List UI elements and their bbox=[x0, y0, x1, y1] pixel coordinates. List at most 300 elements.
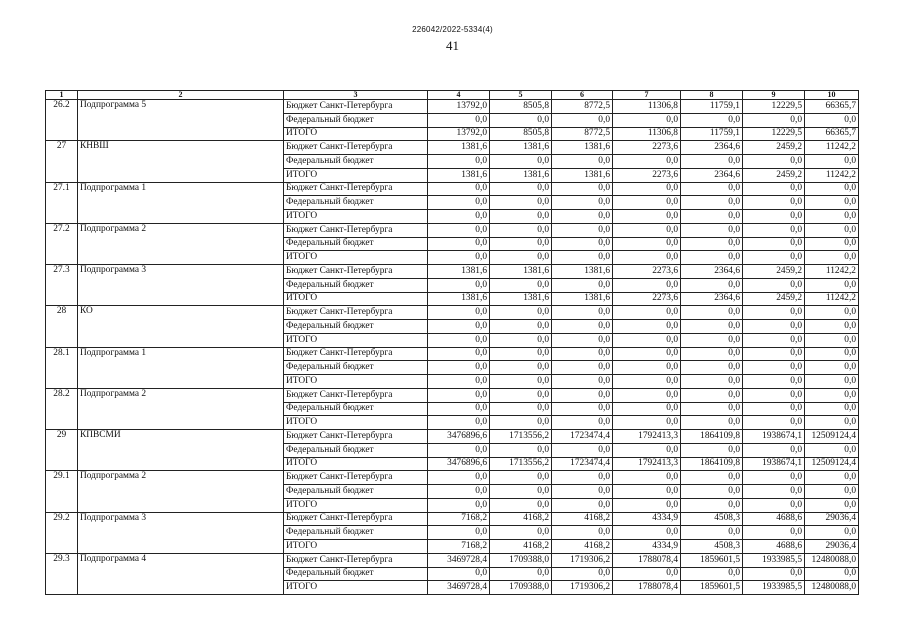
value-cell: 1381,6 bbox=[428, 141, 490, 155]
funding-source-label: ИТОГО bbox=[284, 540, 428, 554]
value-cell: 0,0 bbox=[681, 471, 743, 485]
funding-source-label: Бюджет Санкт-Петербурга bbox=[284, 182, 428, 196]
value-cell: 0,0 bbox=[681, 388, 743, 402]
value-cell: 0,0 bbox=[681, 223, 743, 237]
value-cell: 0,0 bbox=[490, 388, 552, 402]
value-cell: 4688,6 bbox=[743, 512, 805, 526]
value-cell: 1381,6 bbox=[490, 292, 552, 306]
table-row bbox=[46, 471, 859, 485]
value-cell: 0,0 bbox=[613, 278, 681, 292]
value-cell: 1792413,3 bbox=[613, 430, 681, 444]
value-cell: 0,0 bbox=[552, 237, 613, 251]
value-cell: 0,0 bbox=[743, 402, 805, 416]
budget-table bbox=[45, 90, 859, 595]
column-header: 4 bbox=[428, 91, 490, 100]
item-name: Подпрограмма 5 bbox=[78, 100, 284, 141]
value-cell: 0,0 bbox=[681, 347, 743, 361]
funding-source-label: ИТОГО bbox=[284, 292, 428, 306]
value-cell: 1381,6 bbox=[428, 265, 490, 279]
value-cell: 0,0 bbox=[428, 361, 490, 375]
value-cell: 0,0 bbox=[805, 526, 859, 540]
value-cell: 12509124,4 bbox=[805, 457, 859, 471]
value-cell: 0,0 bbox=[805, 416, 859, 430]
funding-source-label: Бюджет Санкт-Петербурга bbox=[284, 347, 428, 361]
value-cell: 0,0 bbox=[428, 196, 490, 210]
value-cell: 0,0 bbox=[681, 498, 743, 512]
value-cell: 2459,2 bbox=[743, 292, 805, 306]
table-row bbox=[46, 347, 859, 361]
value-cell: 1381,6 bbox=[552, 292, 613, 306]
value-cell: 2459,2 bbox=[743, 265, 805, 279]
value-cell: 0,0 bbox=[428, 155, 490, 169]
value-cell: 0,0 bbox=[490, 471, 552, 485]
item-number: 27.3 bbox=[46, 265, 78, 306]
value-cell: 1719306,2 bbox=[552, 553, 613, 567]
value-cell: 0,0 bbox=[805, 182, 859, 196]
value-cell: 0,0 bbox=[490, 443, 552, 457]
value-cell: 0,0 bbox=[743, 471, 805, 485]
value-cell: 0,0 bbox=[681, 320, 743, 334]
value-cell: 0,0 bbox=[805, 251, 859, 265]
value-cell: 1381,6 bbox=[552, 168, 613, 182]
value-cell: 1381,6 bbox=[490, 141, 552, 155]
value-cell: 1933985,5 bbox=[743, 581, 805, 595]
value-cell: 0,0 bbox=[681, 155, 743, 169]
value-cell: 0,0 bbox=[490, 498, 552, 512]
table-row bbox=[46, 182, 859, 196]
value-cell: 0,0 bbox=[743, 278, 805, 292]
value-cell: 4168,2 bbox=[552, 512, 613, 526]
value-cell: 0,0 bbox=[743, 375, 805, 389]
funding-source-label: ИТОГО bbox=[284, 168, 428, 182]
value-cell: 0,0 bbox=[428, 388, 490, 402]
value-cell: 1933985,5 bbox=[743, 553, 805, 567]
value-cell: 0,0 bbox=[805, 278, 859, 292]
value-cell: 0,0 bbox=[552, 402, 613, 416]
value-cell: 0,0 bbox=[490, 237, 552, 251]
value-cell: 1859601,5 bbox=[681, 581, 743, 595]
item-number: 29.1 bbox=[46, 471, 78, 512]
value-cell: 1709388,0 bbox=[490, 581, 552, 595]
value-cell: 3476896,6 bbox=[428, 430, 490, 444]
item-name: КПВСМИ bbox=[78, 430, 284, 471]
value-cell: 3469728,4 bbox=[428, 581, 490, 595]
value-cell: 0,0 bbox=[490, 567, 552, 581]
funding-source-label: ИТОГО bbox=[284, 127, 428, 141]
item-number: 27.1 bbox=[46, 182, 78, 223]
value-cell: 4688,6 bbox=[743, 540, 805, 554]
funding-source-label: Федеральный бюджет bbox=[284, 402, 428, 416]
item-number: 29 bbox=[46, 430, 78, 471]
funding-source-label: Федеральный бюджет bbox=[284, 485, 428, 499]
value-cell: 0,0 bbox=[743, 526, 805, 540]
value-cell: 0,0 bbox=[552, 498, 613, 512]
value-cell: 0,0 bbox=[552, 306, 613, 320]
value-cell: 0,0 bbox=[552, 388, 613, 402]
value-cell: 4334,9 bbox=[613, 540, 681, 554]
value-cell: 0,0 bbox=[613, 347, 681, 361]
value-cell: 0,0 bbox=[428, 113, 490, 127]
value-cell: 0,0 bbox=[490, 333, 552, 347]
value-cell: 0,0 bbox=[428, 526, 490, 540]
value-cell: 1381,6 bbox=[552, 265, 613, 279]
value-cell: 0,0 bbox=[681, 278, 743, 292]
value-cell: 0,0 bbox=[613, 361, 681, 375]
value-cell: 1381,6 bbox=[428, 292, 490, 306]
value-cell: 0,0 bbox=[681, 375, 743, 389]
value-cell: 0,0 bbox=[613, 388, 681, 402]
value-cell: 0,0 bbox=[805, 210, 859, 224]
value-cell: 0,0 bbox=[490, 416, 552, 430]
table-row bbox=[46, 100, 859, 114]
value-cell: 0,0 bbox=[552, 333, 613, 347]
value-cell: 2273,6 bbox=[613, 265, 681, 279]
value-cell: 12229,5 bbox=[743, 100, 805, 114]
funding-source-label: Бюджет Санкт-Петербурга bbox=[284, 265, 428, 279]
item-name: Подпрограмма 3 bbox=[78, 512, 284, 553]
value-cell: 3469728,4 bbox=[428, 553, 490, 567]
value-cell: 29036,4 bbox=[805, 512, 859, 526]
item-name: Подпрограмма 2 bbox=[78, 223, 284, 264]
value-cell: 0,0 bbox=[428, 182, 490, 196]
value-cell: 1381,6 bbox=[428, 168, 490, 182]
value-cell: 0,0 bbox=[490, 196, 552, 210]
value-cell: 0,0 bbox=[805, 443, 859, 457]
value-cell: 0,0 bbox=[681, 196, 743, 210]
value-cell: 0,0 bbox=[490, 320, 552, 334]
item-name: Подпрограмма 1 bbox=[78, 182, 284, 223]
value-cell: 0,0 bbox=[613, 251, 681, 265]
value-cell: 0,0 bbox=[681, 402, 743, 416]
value-cell: 0,0 bbox=[428, 402, 490, 416]
value-cell: 0,0 bbox=[428, 320, 490, 334]
value-cell: 8505,8 bbox=[490, 127, 552, 141]
value-cell: 0,0 bbox=[490, 485, 552, 499]
value-cell: 0,0 bbox=[805, 306, 859, 320]
value-cell: 0,0 bbox=[743, 113, 805, 127]
funding-source-label: ИТОГО bbox=[284, 375, 428, 389]
value-cell: 8772,5 bbox=[552, 127, 613, 141]
value-cell: 0,0 bbox=[743, 498, 805, 512]
column-header: 2 bbox=[78, 91, 284, 100]
value-cell: 0,0 bbox=[552, 526, 613, 540]
funding-source-label: ИТОГО bbox=[284, 457, 428, 471]
value-cell: 0,0 bbox=[681, 182, 743, 196]
value-cell: 0,0 bbox=[552, 210, 613, 224]
value-cell: 1788078,4 bbox=[613, 581, 681, 595]
value-cell: 0,0 bbox=[743, 416, 805, 430]
item-number: 29.3 bbox=[46, 553, 78, 594]
table-row bbox=[46, 265, 859, 279]
value-cell: 4334,9 bbox=[613, 512, 681, 526]
value-cell: 0,0 bbox=[552, 278, 613, 292]
value-cell: 11242,2 bbox=[805, 168, 859, 182]
value-cell: 11306,8 bbox=[613, 127, 681, 141]
value-cell: 1381,6 bbox=[490, 168, 552, 182]
value-cell: 4168,2 bbox=[490, 540, 552, 554]
item-number: 29.2 bbox=[46, 512, 78, 553]
value-cell: 0,0 bbox=[552, 361, 613, 375]
value-cell: 0,0 bbox=[613, 333, 681, 347]
item-number: 28.2 bbox=[46, 388, 78, 429]
value-cell: 0,0 bbox=[428, 471, 490, 485]
value-cell: 7168,2 bbox=[428, 540, 490, 554]
column-number-row bbox=[46, 91, 859, 100]
column-header: 7 bbox=[613, 91, 681, 100]
funding-source-label: Бюджет Санкт-Петербурга bbox=[284, 141, 428, 155]
document-number: 226042/2022-5334(4) bbox=[412, 25, 493, 34]
value-cell: 0,0 bbox=[428, 237, 490, 251]
value-cell: 0,0 bbox=[428, 416, 490, 430]
budget-table-body bbox=[46, 100, 859, 595]
funding-source-label: Бюджет Санкт-Петербурга bbox=[284, 471, 428, 485]
value-cell: 0,0 bbox=[552, 196, 613, 210]
value-cell: 0,0 bbox=[552, 113, 613, 127]
value-cell: 2273,6 bbox=[613, 141, 681, 155]
value-cell: 0,0 bbox=[613, 485, 681, 499]
value-cell: 0,0 bbox=[613, 526, 681, 540]
value-cell: 4168,2 bbox=[490, 512, 552, 526]
value-cell: 0,0 bbox=[490, 347, 552, 361]
value-cell: 0,0 bbox=[552, 347, 613, 361]
value-cell: 11242,2 bbox=[805, 265, 859, 279]
table-row bbox=[46, 223, 859, 237]
item-name: Подпрограмма 3 bbox=[78, 265, 284, 306]
value-cell: 0,0 bbox=[490, 526, 552, 540]
value-cell: 0,0 bbox=[681, 333, 743, 347]
value-cell: 0,0 bbox=[743, 210, 805, 224]
funding-source-label: Бюджет Санкт-Петербурга bbox=[284, 553, 428, 567]
value-cell: 0,0 bbox=[743, 485, 805, 499]
column-header: 3 bbox=[284, 91, 428, 100]
item-number: 28.1 bbox=[46, 347, 78, 388]
value-cell: 0,0 bbox=[552, 443, 613, 457]
value-cell: 12480088,0 bbox=[805, 581, 859, 595]
value-cell: 0,0 bbox=[805, 388, 859, 402]
value-cell: 0,0 bbox=[428, 223, 490, 237]
value-cell: 1723474,4 bbox=[552, 430, 613, 444]
value-cell: 11759,1 bbox=[681, 127, 743, 141]
value-cell: 0,0 bbox=[743, 320, 805, 334]
value-cell: 0,0 bbox=[681, 361, 743, 375]
value-cell: 0,0 bbox=[681, 526, 743, 540]
value-cell: 0,0 bbox=[428, 333, 490, 347]
value-cell: 0,0 bbox=[552, 223, 613, 237]
value-cell: 0,0 bbox=[490, 402, 552, 416]
table-row bbox=[46, 306, 859, 320]
funding-source-label: Федеральный бюджет bbox=[284, 320, 428, 334]
value-cell: 0,0 bbox=[613, 402, 681, 416]
value-cell: 0,0 bbox=[743, 388, 805, 402]
value-cell: 0,0 bbox=[490, 306, 552, 320]
value-cell: 0,0 bbox=[428, 567, 490, 581]
value-cell: 2364,6 bbox=[681, 168, 743, 182]
item-name: КНВШ bbox=[78, 141, 284, 182]
value-cell: 1792413,3 bbox=[613, 457, 681, 471]
value-cell: 0,0 bbox=[490, 251, 552, 265]
funding-source-label: ИТОГО bbox=[284, 251, 428, 265]
value-cell: 7168,2 bbox=[428, 512, 490, 526]
value-cell: 0,0 bbox=[613, 306, 681, 320]
value-cell: 0,0 bbox=[613, 182, 681, 196]
item-name: Подпрограмма 4 bbox=[78, 553, 284, 594]
funding-source-label: Бюджет Санкт-Петербурга bbox=[284, 388, 428, 402]
value-cell: 0,0 bbox=[805, 471, 859, 485]
value-cell: 0,0 bbox=[613, 443, 681, 457]
value-cell: 0,0 bbox=[743, 306, 805, 320]
value-cell: 0,0 bbox=[805, 155, 859, 169]
item-number: 28 bbox=[46, 306, 78, 347]
column-header: 10 bbox=[805, 91, 859, 100]
value-cell: 0,0 bbox=[681, 237, 743, 251]
value-cell: 2364,6 bbox=[681, 265, 743, 279]
item-name: Подпрограмма 2 bbox=[78, 471, 284, 512]
value-cell: 0,0 bbox=[681, 567, 743, 581]
funding-source-label: Федеральный бюджет bbox=[284, 443, 428, 457]
value-cell: 0,0 bbox=[428, 306, 490, 320]
value-cell: 0,0 bbox=[613, 375, 681, 389]
value-cell: 0,0 bbox=[613, 210, 681, 224]
value-cell: 13792,0 bbox=[428, 100, 490, 114]
value-cell: 0,0 bbox=[805, 113, 859, 127]
value-cell: 1723474,4 bbox=[552, 457, 613, 471]
table-row bbox=[46, 512, 859, 526]
item-number: 26.2 bbox=[46, 100, 78, 141]
value-cell: 2273,6 bbox=[613, 168, 681, 182]
value-cell: 1381,6 bbox=[552, 141, 613, 155]
value-cell: 0,0 bbox=[805, 196, 859, 210]
value-cell: 0,0 bbox=[805, 237, 859, 251]
value-cell: 0,0 bbox=[805, 375, 859, 389]
value-cell: 1938674,1 bbox=[743, 430, 805, 444]
funding-source-label: Федеральный бюджет bbox=[284, 567, 428, 581]
value-cell: 0,0 bbox=[743, 196, 805, 210]
value-cell: 0,0 bbox=[428, 375, 490, 389]
value-cell: 0,0 bbox=[743, 443, 805, 457]
table-row bbox=[46, 430, 859, 444]
value-cell: 0,0 bbox=[428, 278, 490, 292]
value-cell: 1788078,4 bbox=[613, 553, 681, 567]
funding-source-label: ИТОГО bbox=[284, 416, 428, 430]
value-cell: 1719306,2 bbox=[552, 581, 613, 595]
value-cell: 0,0 bbox=[613, 416, 681, 430]
value-cell: 0,0 bbox=[490, 113, 552, 127]
value-cell: 2459,2 bbox=[743, 141, 805, 155]
value-cell: 0,0 bbox=[552, 471, 613, 485]
table-row bbox=[46, 388, 859, 402]
value-cell: 0,0 bbox=[743, 347, 805, 361]
value-cell: 0,0 bbox=[805, 333, 859, 347]
funding-source-label: Федеральный бюджет bbox=[284, 196, 428, 210]
value-cell: 0,0 bbox=[613, 320, 681, 334]
value-cell: 0,0 bbox=[681, 416, 743, 430]
value-cell: 1713556,2 bbox=[490, 457, 552, 471]
funding-source-label: Федеральный бюджет bbox=[284, 526, 428, 540]
value-cell: 11306,8 bbox=[613, 100, 681, 114]
value-cell: 29036,4 bbox=[805, 540, 859, 554]
value-cell: 12229,5 bbox=[743, 127, 805, 141]
funding-source-label: ИТОГО bbox=[284, 498, 428, 512]
funding-source-label: ИТОГО bbox=[284, 581, 428, 595]
value-cell: 0,0 bbox=[613, 223, 681, 237]
value-cell: 0,0 bbox=[490, 155, 552, 169]
value-cell: 0,0 bbox=[552, 416, 613, 430]
funding-source-label: Федеральный бюджет bbox=[284, 113, 428, 127]
value-cell: 0,0 bbox=[681, 306, 743, 320]
item-name: Подпрограмма 2 bbox=[78, 388, 284, 429]
item-name: Подпрограмма 1 bbox=[78, 347, 284, 388]
value-cell: 0,0 bbox=[428, 347, 490, 361]
value-cell: 0,0 bbox=[805, 361, 859, 375]
value-cell: 4168,2 bbox=[552, 540, 613, 554]
value-cell: 0,0 bbox=[552, 320, 613, 334]
value-cell: 0,0 bbox=[743, 223, 805, 237]
value-cell: 1864109,8 bbox=[681, 457, 743, 471]
value-cell: 0,0 bbox=[552, 567, 613, 581]
value-cell: 0,0 bbox=[805, 402, 859, 416]
value-cell: 0,0 bbox=[490, 361, 552, 375]
value-cell: 0,0 bbox=[613, 196, 681, 210]
value-cell: 0,0 bbox=[552, 485, 613, 499]
value-cell: 0,0 bbox=[805, 223, 859, 237]
item-name: КО bbox=[78, 306, 284, 347]
value-cell: 0,0 bbox=[490, 278, 552, 292]
funding-source-label: Федеральный бюджет bbox=[284, 361, 428, 375]
value-cell: 0,0 bbox=[428, 251, 490, 265]
value-cell: 8505,8 bbox=[490, 100, 552, 114]
value-cell: 0,0 bbox=[490, 182, 552, 196]
table-row bbox=[46, 553, 859, 567]
value-cell: 1859601,5 bbox=[681, 553, 743, 567]
value-cell: 0,0 bbox=[613, 567, 681, 581]
value-cell: 66365,7 bbox=[805, 100, 859, 114]
column-header: 9 bbox=[743, 91, 805, 100]
value-cell: 0,0 bbox=[552, 251, 613, 265]
funding-source-label: Федеральный бюджет bbox=[284, 237, 428, 251]
funding-source-label: Бюджет Санкт-Петербурга bbox=[284, 223, 428, 237]
value-cell: 2459,2 bbox=[743, 168, 805, 182]
value-cell: 0,0 bbox=[743, 251, 805, 265]
value-cell: 0,0 bbox=[428, 210, 490, 224]
value-cell: 0,0 bbox=[552, 182, 613, 196]
funding-source-label: Бюджет Санкт-Петербурга bbox=[284, 512, 428, 526]
value-cell: 12509124,4 bbox=[805, 430, 859, 444]
value-cell: 0,0 bbox=[805, 347, 859, 361]
value-cell: 1709388,0 bbox=[490, 553, 552, 567]
value-cell: 0,0 bbox=[552, 155, 613, 169]
table-row bbox=[46, 141, 859, 155]
value-cell: 3476896,6 bbox=[428, 457, 490, 471]
value-cell: 0,0 bbox=[743, 237, 805, 251]
value-cell: 0,0 bbox=[490, 375, 552, 389]
value-cell: 1864109,8 bbox=[681, 430, 743, 444]
value-cell: 0,0 bbox=[613, 237, 681, 251]
column-header: 5 bbox=[490, 91, 552, 100]
value-cell: 1938674,1 bbox=[743, 457, 805, 471]
value-cell: 0,0 bbox=[613, 155, 681, 169]
item-number: 27.2 bbox=[46, 223, 78, 264]
value-cell: 1713556,2 bbox=[490, 430, 552, 444]
column-header: 6 bbox=[552, 91, 613, 100]
funding-source-label: Бюджет Санкт-Петербурга bbox=[284, 306, 428, 320]
value-cell: 0,0 bbox=[743, 361, 805, 375]
value-cell: 0,0 bbox=[743, 155, 805, 169]
item-number: 27 bbox=[46, 141, 78, 182]
value-cell: 0,0 bbox=[681, 251, 743, 265]
value-cell: 0,0 bbox=[681, 443, 743, 457]
funding-source-label: Федеральный бюджет bbox=[284, 155, 428, 169]
value-cell: 0,0 bbox=[613, 498, 681, 512]
